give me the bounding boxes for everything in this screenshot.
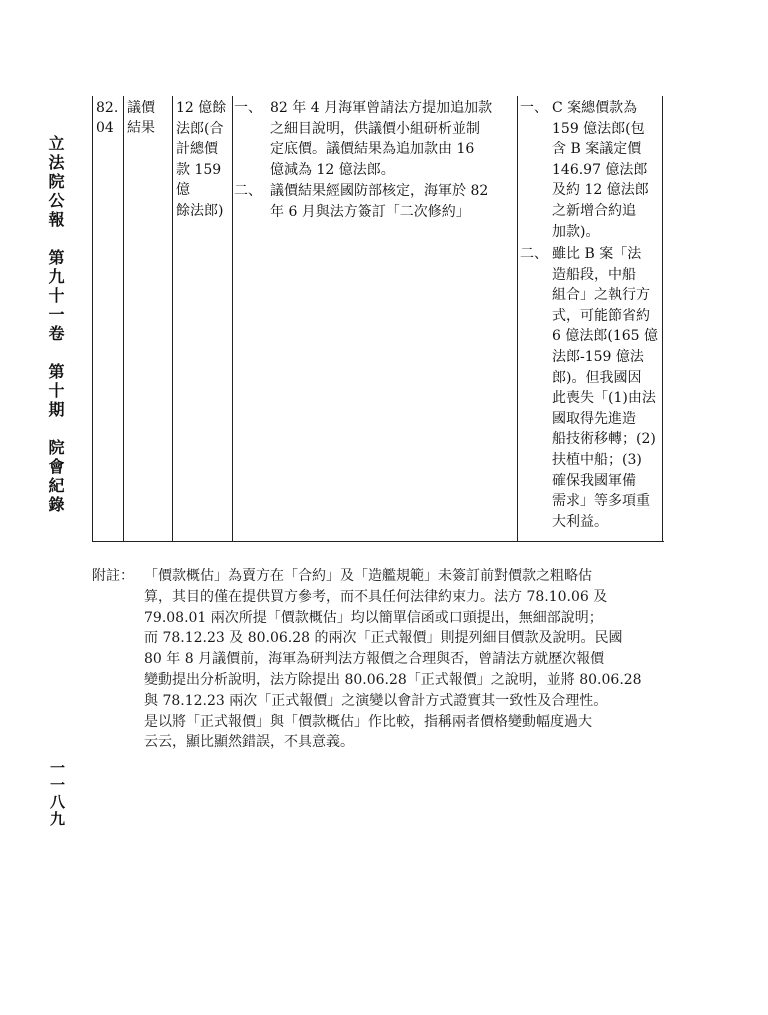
category-line: 結果 — [127, 120, 155, 136]
item-number: 二、 — [234, 183, 262, 199]
column-divider — [92, 96, 93, 542]
text-line: 含 B 案議定價 — [552, 141, 642, 158]
column-divider — [172, 96, 173, 542]
category-line: 議價 — [127, 100, 155, 116]
text-line: 159 億法郎(包 — [552, 120, 645, 137]
text-line: 146.97 億法郎 — [552, 161, 648, 178]
amount-line: 法郎(合 — [176, 120, 224, 137]
text-line: 確保我國軍備 — [552, 472, 636, 489]
text-line: 年 6 月與法方簽訂「二次修約」 — [270, 203, 470, 220]
amount-line: 億 — [176, 182, 190, 199]
item-number: 一、 — [234, 100, 262, 116]
table-bottom-border — [92, 541, 664, 542]
footnote-line: 是以將「正式報價」與「價款概估」作比較，指稱兩者價格變動幅度過大 — [144, 713, 592, 730]
footnote-line: 79.08.01 兩次所提「價款概估」均以簡單信函或口頭提出，無細部說明； — [144, 609, 603, 626]
text-line: 扶植中船；(3) — [552, 451, 642, 468]
amount-cell — [176, 98, 226, 222]
column-divider — [662, 96, 663, 542]
footnote-line: 與 78.12.23 兩次「正式報價」之演變以會計方式證實其一致性及合理性。 — [144, 692, 608, 709]
footnote-line: 算，其目的僅在提供買方參考，而不具任何法律約束力。法方 78.10.06 及 — [144, 588, 608, 605]
date-line: 82. — [96, 100, 119, 116]
footnote-line: 而 78.12.23 及 80.06.28 的兩次「正式報價」則提列細目價款及說明。民國 — [144, 630, 623, 647]
item-number: 一、 — [520, 100, 548, 116]
column-divider — [517, 96, 518, 542]
text-line: 定底價。議價結果為追加款由 16 — [270, 141, 475, 158]
text-line: 郎)。但我國因 — [552, 369, 642, 386]
text-line: 億減為 12 億法郎。 — [270, 161, 395, 178]
text-line: 議價結果經國防部核定，海軍於 82 — [270, 183, 489, 199]
footnote-line: 80 年 8 月議價前，海軍為研判法方報價之合理與否，曾請法方就歷次報價 — [144, 651, 605, 668]
column-divider — [232, 96, 233, 542]
footnote-line: 「價款概估」為賣方在「合約」及「造艦規範」未簽訂前對價款之粗略估 — [144, 568, 592, 584]
text-line: 82 年 4 月海軍曾請法方提加追加款 — [270, 100, 493, 116]
text-line: 之細目說明，供議價小組研析並制 — [270, 120, 480, 137]
amount-line: 12 億餘 — [176, 100, 227, 116]
footnote-line: 變動提出分析說明，法方除提出 80.06.28「正式報價」之說明，並將 80.06.28 — [144, 671, 642, 688]
text-line: 式，可能節省約 — [552, 307, 650, 324]
text-line: 雖比 B 案「法 — [552, 246, 642, 262]
text-line: 及約 12 億法郎 — [552, 182, 649, 199]
footnote-line: 云云，顯比顯然錯誤，不具意義。 — [144, 734, 354, 751]
date-line: 04 — [96, 120, 114, 136]
text-line: 之新增合約追 — [552, 202, 636, 219]
text-line: 法郎-159 億法 — [552, 348, 644, 365]
text-line: 造船段，中船 — [552, 266, 636, 283]
category-cell — [127, 98, 155, 138]
footnote-body — [144, 566, 668, 753]
text-line: 加款)。 — [552, 223, 600, 240]
text-line: 此喪失「(1)由法 — [552, 390, 656, 407]
amount-line: 餘法郎) — [176, 202, 224, 219]
text-line: 國取得先進造 — [552, 410, 636, 427]
journal-side-title: 立法院公報 第九十一卷 第十期 院會紀錄 — [46, 135, 65, 515]
text-line: 6 億法郎(165 億 — [552, 328, 658, 345]
date-cell — [96, 98, 118, 138]
page-number: 一一八九 — [48, 760, 66, 828]
item-number: 二、 — [520, 246, 548, 262]
amount-line: 款 159 — [176, 161, 222, 178]
amount-line: 計總價 — [176, 141, 218, 158]
text-line: C 案總價款為 — [552, 100, 638, 116]
text-line: 組合」之執行方 — [552, 287, 650, 304]
text-line: 大利益。 — [552, 513, 608, 530]
footnote-label: 附註： — [92, 568, 134, 584]
text-line: 船技術移轉；(2) — [552, 431, 656, 448]
record-table — [92, 96, 664, 542]
column-divider — [123, 96, 124, 542]
text-line: 需求」等多項重 — [552, 493, 650, 510]
